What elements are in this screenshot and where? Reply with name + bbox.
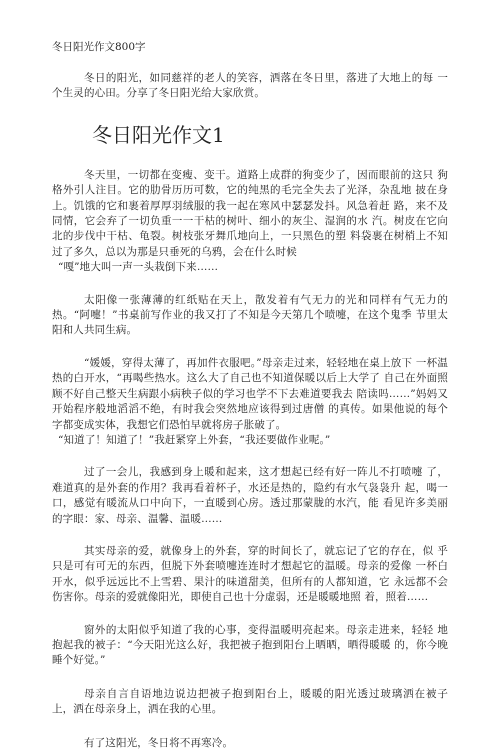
document-title: 冬日阳光作文800字 — [52, 41, 146, 53]
paragraph: 有了这阳光，冬日将不再寒冷。 — [84, 736, 234, 749]
paragraph: 冬天里，一切都在变瘦、变干。道路上成群的狗变少了，因而眼前的这只 狗格外引人注目。它的肋骨历历可数，它的纯黑的毛完全失去了光泽，杂乱地 披在身上。饥饿的它和裹着厚厚羽绒服的我一起在寒风中瑟瑟发抖。风急着赶 路，来不及同情，它会弃了一切负重一一干枯的树叶、细小的灰尘、湿润的水 汽。树皮在它向北的步伐中干枯、龟裂。树枝张牙舞爪地向上，一只黑色的塑 料袋裹在树梢上不知过了多久，总以为那是只垂死的乌鸦，会在什么时候 — [52, 168, 448, 258]
paragraph: 窗外的太阳似乎知道了我的心事，变得温暖明亮起来。母亲走进来，轻轻 地抱起我的被子：“今天阳光这么好，我把被子抱到阳台上晒晒，晒得暖暖 的，你今晚睡个好觉。” — [52, 623, 448, 667]
paragraph: “嘎”地大叫一声一头栽倒下来…… — [58, 261, 219, 274]
paragraph: 过了一会儿，我感到身上暖和起来，这才想起已经有好一阵儿不打喷嚏 了，难道真的是外套的作用？我再看着杯子，水还是热的，隐约有水气袅袅升 起，喝一口，感觉有暖流从口中向下，一直暖到心房。透过那蒙胧的水汽，能 看见许多美丽的字眼：家、母亲、温馨、温暖…… — [52, 466, 448, 525]
paragraph: “媛媛，穿得太薄了，再加件衣服吧。”母亲走过来，轻轻地在桌上放下 一杯温热的白开水，“再喝些热水。这么大了自己也不知道保暖以后上大学了 自己在外面照顾不好自己整天生病跟小病秧子似的学习也学不下去难道要我去 陪读吗……”妈妈又开始程序般地滔滔不绝，有时我会突然地应该得到过唐僧 的真传。如果他说的每个字都变成实体，我想它们恐怕早就将房子胀破了。 — [52, 356, 448, 431]
paragraph: 母亲自言自语地边说边把被子抱到阳台上，暖暖的阳光透过玻璃洒在被子 上，洒在母亲身上，洒在我的心里。 — [52, 687, 448, 716]
paragraph: 其实母亲的爱，就像身上的外套，穿的时间长了，就忘记了它的存在，似 乎只是可有可无的东西，但脱下外套喷嚏连连时才想起它的温暖。母亲的爱像 一杯白开水，似乎远远比不上雪碧、果汁的味道甜美，但所有的人都知道，它 永远都不会伤害你。母亲的爱就像阳光，即使自己也十分虚弱，还是暖暖地照 着，照着…… — [52, 544, 448, 604]
essay-heading: 冬日阳光作文1 — [92, 122, 225, 147]
intro-paragraph: 冬日的阳光，如同慈祥的老人的笑容，洒落在冬日里，落进了大地上的每 一个生灵的心田。分享了冬日阳光给大家欣赏。 — [52, 72, 448, 100]
paragraph: “知道了！知道了！”我赶紧穿上外套，“我还要做作业呢。” — [58, 433, 331, 446]
paragraph: 太阳像一张薄薄的红纸贴在天上，散发着有气无力的光和同样有气无力的 热。“阿嚏！”书桌前写作业的我又打了不知是今天第几个喷嚏，在这个鬼季 节里太阳和人共同生病。 — [52, 293, 448, 337]
